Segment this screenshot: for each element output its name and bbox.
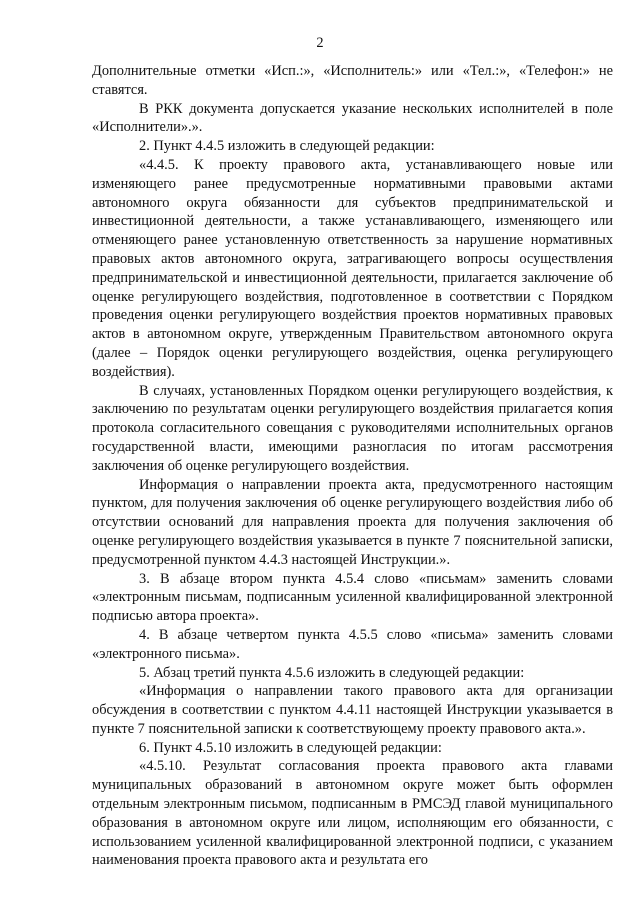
paragraph: «4.5.10. Результат согласования проекта правового акта главами муниципальных образований в автономном округе может быть оформлен отдельным электронным письмом, подписанным в РМСЭД главой муниципального образования в автономном округе или лицом, исполняющим его обязанности, с использованием усиленной квалифицированной электронной подписи, с указанием наименования проекта правового акта и результата его [92, 758, 613, 869]
page-number: 2 [316, 35, 324, 51]
paragraph: 6. Пункт 4.5.10 изложить в следующей редакции: [139, 739, 442, 756]
paragraph: 2. Пункт 4.4.5 изложить в следующей редакции: [139, 138, 435, 155]
paragraph: Информация о направлении проекта акта, предусмотренного настоящим пунктом, для получения заключения об оценке регулирующего воздействия либо об отсутствии оснований для направления проекта для получения заключения об оценке регулирующего воздействия указывается в пункте 7 пояснительной записки, предусмотренной пунктом 4.4.3 настоящей Инструкции.». [92, 476, 613, 568]
paragraph: Дополнительные отметки «Исп.:», «Исполнитель:» или «Тел.:», «Телефон:» не ставятся. [92, 63, 613, 98]
paragraph: В РКК документа допускается указание нескольких исполнителей в поле «Исполнители».». [92, 100, 613, 136]
paragraph: «Информация о направлении такого правового акта для организации обсуждения в соответствии с пунктом 4.4.11 настоящей Инструкции указывается в пункте 7 пояснительной записки к соответствующему проекту правового акта.». [92, 683, 613, 737]
document-body [92, 62, 613, 870]
paragraph: 4. В абзаце четвертом пункта 4.5.5 слово «письма» заменить словами «электронного письма». [92, 626, 613, 662]
paragraph: В случаях, установленных Порядком оценки регулирующего воздействия, к заключению по результатам оценки регулирующего воздействия прилагается копия протокола согласительного совещания с руководителями исполнительных органов государственной власти, имеющими разногласия по итогам рассмотрения заключения об оценке регулирующего воздействия. [92, 382, 613, 474]
paragraph: 5. Абзац третий пункта 4.5.6 изложить в следующей редакции: [139, 664, 525, 681]
paragraph: 3. В абзаце втором пункта 4.5.4 слово «письмам» заменить словами «электронным письмам, подписанным усиленной квалифицированной электронной подписью автора проекта». [92, 570, 613, 625]
paragraph: «4.4.5. К проекту правового акта, устанавливающего новые или изменяющего ранее предусмотренные нормативными правовыми актами автономного округа обязанности для субъектов предпринимательской и инвестиционной деятельности, а также устанавливающего, изменяющего или отменяющего ранее установленную ответственность за нарушение нормативных правовых актов автономного округа, затрагивающего вопросы осуществления предпринимательской и инвестиционной деятельности, прилагается заключение об оценке регулирующего воздействия, подготовленное в соответствии с Порядком проведения оценки регулирующего воздействия проектов нормативных правовых актов в автономном округе, утвержденным Правительством автономного округа (далее – Порядок оценки регулирующего воздействия, оценка регулирующего воздействия). [92, 156, 613, 380]
